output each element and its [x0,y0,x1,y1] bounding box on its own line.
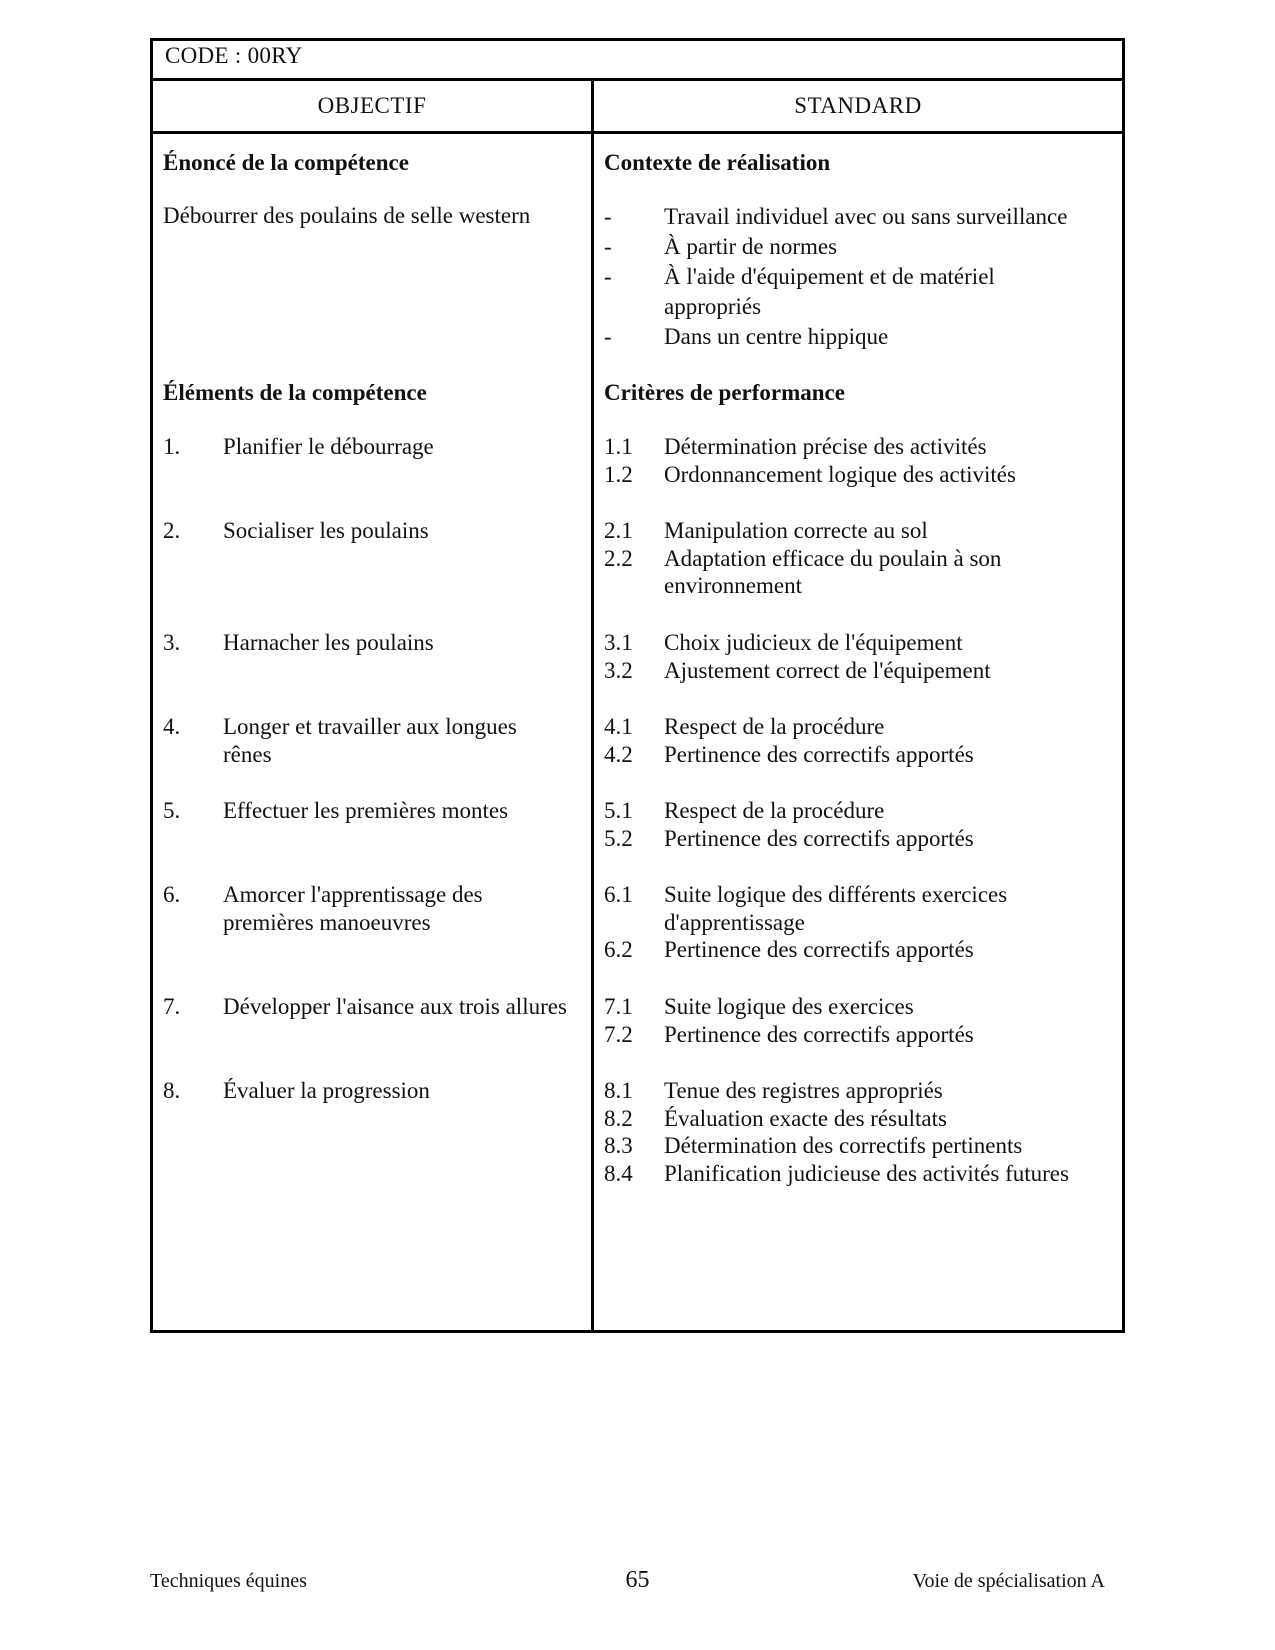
criterion-text: Détermination précise des activités [664,434,987,459]
criterion-number: 8.4 [604,1160,633,1186]
element-number: 2. [163,518,181,543]
column-divider [591,81,594,1333]
criterion-number: 6.1 [604,882,633,907]
criterion-text: Pertinence des correctifs apportés [664,741,974,767]
footer-right: Voie de spécialisation A [912,1570,1105,1592]
element-number: 6. [163,882,181,907]
header-row [153,81,1122,134]
element-text: rênes [223,741,272,767]
criterion-text: Respect de la procédure [664,798,885,823]
element-text: Planifier le débourrage [223,434,434,459]
criterion-text: Choix judicieux de l'équipement [664,630,963,655]
list-item-text: À partir de normes [664,234,838,259]
criterion-text: environnement [664,573,802,598]
criterion-text: d'apprentissage [664,909,805,935]
element-text: Effectuer les premières montes [223,798,509,823]
element-text: Développer l'aisance aux trois allures [223,994,567,1019]
element-item [163,993,583,1021]
criterion-number: 2.1 [604,518,633,543]
list-item-text: À l'aide d'équipement et de matériel [664,264,995,289]
element-item [163,1077,583,1105]
element-number: 5. [163,798,181,823]
footer-left: Techniques équines [150,1570,307,1592]
enonce-text: Débourrer des poulains de selle western [163,203,531,228]
criterion-text: Ajustement correct de l'équipement [664,657,991,683]
contexte-list [604,202,1114,352]
criterion-text: Pertinence des correctifs apportés [664,1021,974,1047]
criterion-text: Évaluation exacte des résultats [664,1105,947,1131]
element-text: Évaluer la progression [223,1078,430,1103]
criterion-text: Pertinence des correctifs apportés [664,937,974,962]
header-objectif: OBJECTIF [317,93,427,118]
list-item-text: Dans un centre hippique [664,324,889,349]
criterion-number: 1.1 [604,434,633,459]
criterion-number: 1.2 [604,461,633,487]
element-item [163,881,583,936]
element-text: Amorcer l'apprentissage des [223,882,483,907]
bullet: - [604,264,612,289]
list-item-text: appropriés [664,294,762,319]
criterion-number: 8.1 [604,1078,633,1103]
element-item [163,797,583,825]
criterion-number: 4.2 [604,741,633,767]
elements-title: Éléments de la compétence [163,380,427,405]
element-item [163,433,583,461]
element-text: premières manoeuvres [223,909,431,935]
criterion-number: 2.2 [604,545,633,571]
criterion-number: 5.2 [604,825,633,851]
criterion-number: 3.2 [604,657,633,683]
criterion-number: 4.1 [604,714,633,739]
page-number: 65 [625,1567,650,1593]
contexte-title: Contexte de réalisation [604,150,831,175]
criterion-text: Ordonnancement logique des activités [664,461,1016,487]
competency-table [150,38,1125,1333]
criterion-text: Détermination des correctifs pertinents [664,1133,1023,1158]
element-item [163,517,583,545]
header-standard: STANDARD [794,93,922,118]
bullet: - [604,324,612,349]
enonce-title: Énoncé de la compétence [163,150,409,175]
criteres-title: Critères de performance [604,380,845,405]
criterion-text: Suite logique des exercices [664,994,914,1019]
element-item [163,713,583,768]
code-label: CODE : 00RY [165,43,303,68]
criterion-number: 7.1 [604,994,633,1019]
bullet: - [604,234,612,259]
element-text: Socialiser les poulains [223,518,429,543]
element-text: Longer et travailler aux longues [223,714,517,739]
criterion-number: 3.1 [604,630,633,655]
criterion-text: Pertinence des correctifs apportés [664,825,974,851]
criterion-number: 8.3 [604,1133,633,1158]
element-number: 3. [163,630,181,655]
element-item [163,629,583,657]
criterion-text: Adaptation efficace du poulain à son [664,545,1002,571]
criterion-number: 5.1 [604,798,633,823]
element-number: 8. [163,1078,181,1103]
list-item-text: Travail individuel avec ou sans surveillance [664,204,1068,229]
criterion-number: 8.2 [604,1105,633,1131]
bullet: - [604,204,612,229]
criterion-text: Planification judicieuse des activités futures [664,1160,1069,1186]
element-number: 7. [163,994,181,1019]
criterion-text: Respect de la procédure [664,714,885,739]
criterion-text: Suite logique des différents exercices [664,882,1008,907]
criterion-number: 7.2 [604,1021,633,1047]
element-text: Harnacher les poulains [223,630,434,655]
criterion-text: Tenue des registres appropriés [664,1078,943,1103]
element-number: 4. [163,714,181,739]
element-number: 1. [163,434,181,459]
criterion-number: 6.2 [604,937,633,962]
criterion-text: Manipulation correcte au sol [664,518,928,543]
code-row [153,41,1122,81]
